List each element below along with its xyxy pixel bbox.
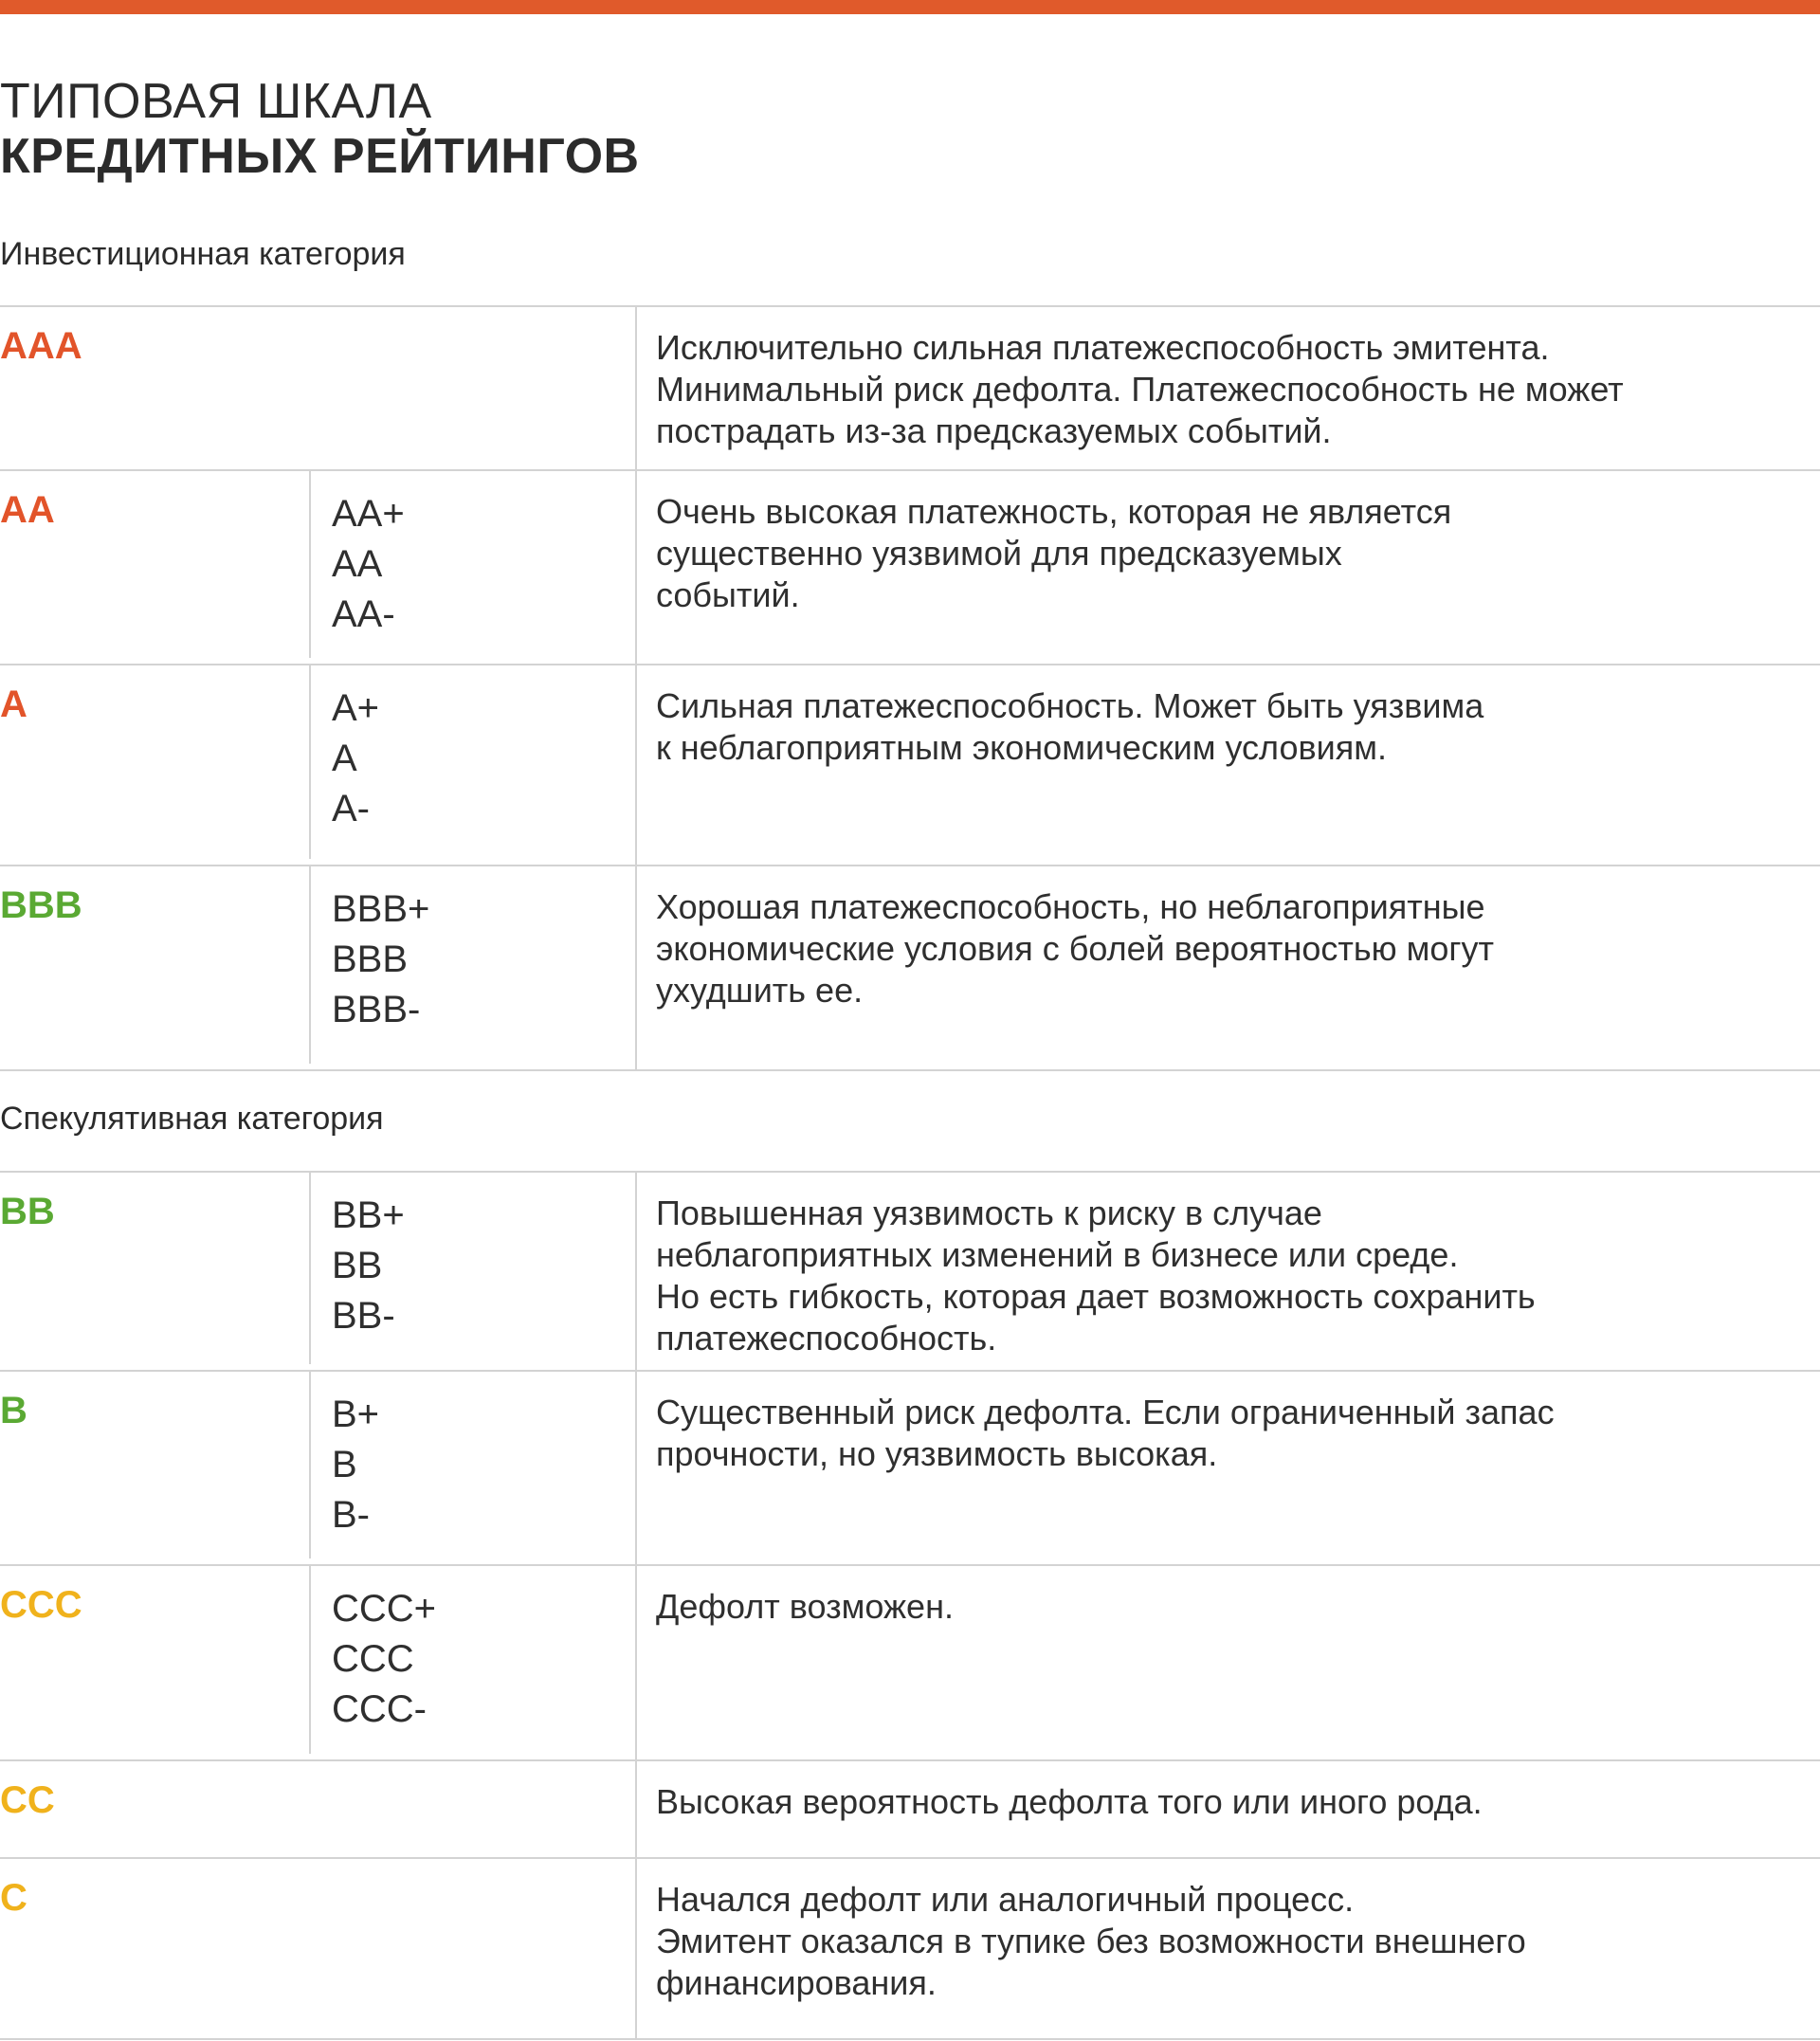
description-line: прочности, но уязвимость высокая. [656,1434,1218,1473]
rating-sublevels [332,1584,436,1735]
rating-code: AAA [0,325,82,367]
column-divider [309,665,311,859]
rating-description [656,1392,1793,1475]
rating-sublevels [332,489,405,640]
rating-sublevels [332,1191,405,1341]
rating-row [0,470,1820,664]
rating-description [656,1193,1793,1359]
description-line: Существенный риск дефолта. Если ограниченный запас [656,1393,1555,1431]
column-divider [635,1760,637,1857]
rating-sublevel: CCC+ [332,1588,437,1630]
rating-code: CC [0,1779,55,1821]
rating-sublevel: B [332,1444,357,1485]
rating-sublevel: B+ [332,1394,380,1435]
rating-row [0,1371,1820,1564]
rating-row [0,1565,1820,1759]
column-divider [309,866,311,1064]
rating-sublevel: A+ [332,687,380,729]
description-line: неблагоприятных изменений в бизнесе или среде. [656,1235,1459,1274]
column-divider [635,1565,637,1759]
rating-sublevel: BBB- [332,989,421,1030]
description-line: Повышенная уязвимость к риску в случае [656,1194,1322,1232]
rating-sublevel: CCC [332,1638,414,1680]
column-divider [309,470,311,658]
column-divider [635,470,637,664]
rating-row [0,1172,1820,1370]
rating-code: BBB [0,884,82,926]
description-line: платежеспособность. [656,1319,997,1358]
column-divider [635,1172,637,1370]
rating-sublevel: AA [332,543,383,585]
rating-description [656,886,1793,1011]
rating-sublevel: B- [332,1494,370,1536]
rating-sublevels [332,884,429,1035]
page-title-line2: КРЕДИТНЫХ РЕЙТИНГОВ [0,129,640,184]
rating-description [656,327,1793,452]
rating-sublevel: BB [332,1245,383,1286]
rating-sublevel: AA+ [332,493,405,535]
description-line: финансирования. [656,1963,937,2002]
rating-code: B [0,1390,27,1431]
section-speculative-label: Спекулятивная категория [0,1101,384,1137]
description-line: Эмитент оказался в тупике без возможности внешнего [656,1922,1526,1960]
rating-row [0,665,1820,865]
column-divider [635,665,637,865]
description-line: Начался дефолт или аналогичный процесс. [656,1880,1355,1919]
description-line: Высокая вероятность дефолта того или иного рода. [656,1782,1483,1821]
rating-sublevel: BBB+ [332,888,430,930]
description-line: Дефолт возможен. [656,1587,954,1626]
column-divider [635,1371,637,1564]
description-line: Минимальный риск дефолта. Платежеспособность не может [656,370,1624,409]
description-line: Но есть гибкость, которая дает возможность сохранить [656,1277,1536,1316]
column-divider [635,306,637,469]
rating-sublevels [332,683,379,834]
rating-code: AA [0,489,55,531]
rating-sublevels [332,1390,379,1540]
page-title-line1: ТИПОВАЯ ШКАЛА [0,74,432,129]
rating-sublevel: AA- [332,593,395,635]
rating-sublevel: BB- [332,1295,395,1337]
rating-sublevel: A- [332,788,370,829]
rating-description [656,1781,1793,1823]
description-line: Очень высокая платежность, которая не является [656,492,1452,531]
column-divider [635,866,637,1069]
rating-row [0,866,1820,1069]
rating-row [0,1760,1820,1857]
description-line: Сильная платежеспособность. Может быть уязвима [656,686,1484,725]
rating-row [0,306,1820,469]
rating-description [656,1586,1793,1628]
column-divider [309,1565,311,1754]
rating-code: CCC [0,1584,82,1626]
description-line: событий. [656,575,800,614]
column-divider [309,1172,311,1364]
rating-sublevel: A [332,738,357,779]
rating-code: A [0,683,27,725]
row-divider [0,2038,1820,2040]
description-line: пострадать из-за предсказуемых событий. [656,411,1332,450]
rating-description [656,1879,1793,2004]
description-line: ухудшить ее. [656,971,864,1010]
description-line: существенно уязвимой для предсказуемых [656,534,1342,573]
row-divider [0,1069,1820,1071]
rating-code: BB [0,1191,55,1232]
section-investment-label: Инвестиционная категория [0,236,406,272]
description-line: к неблагоприятным экономическим условиям. [656,728,1387,767]
description-line: экономические условия с болей вероятностью могут [656,929,1495,968]
description-line: Исключительно сильная платежеспособность эмитента. [656,328,1550,367]
description-line: Хорошая платежеспособность, но неблагоприятные [656,887,1485,926]
page-title [0,74,640,184]
rating-sublevel: CCC- [332,1688,427,1730]
top-accent-bar [0,0,1820,14]
rating-sublevel: BB+ [332,1194,405,1236]
column-divider [635,1858,637,2038]
rating-description [656,685,1793,769]
rating-row [0,1858,1820,2038]
rating-sublevel: BBB [332,938,409,980]
column-divider [309,1371,311,1558]
rating-description [656,491,1793,616]
rating-code: C [0,1877,27,1919]
